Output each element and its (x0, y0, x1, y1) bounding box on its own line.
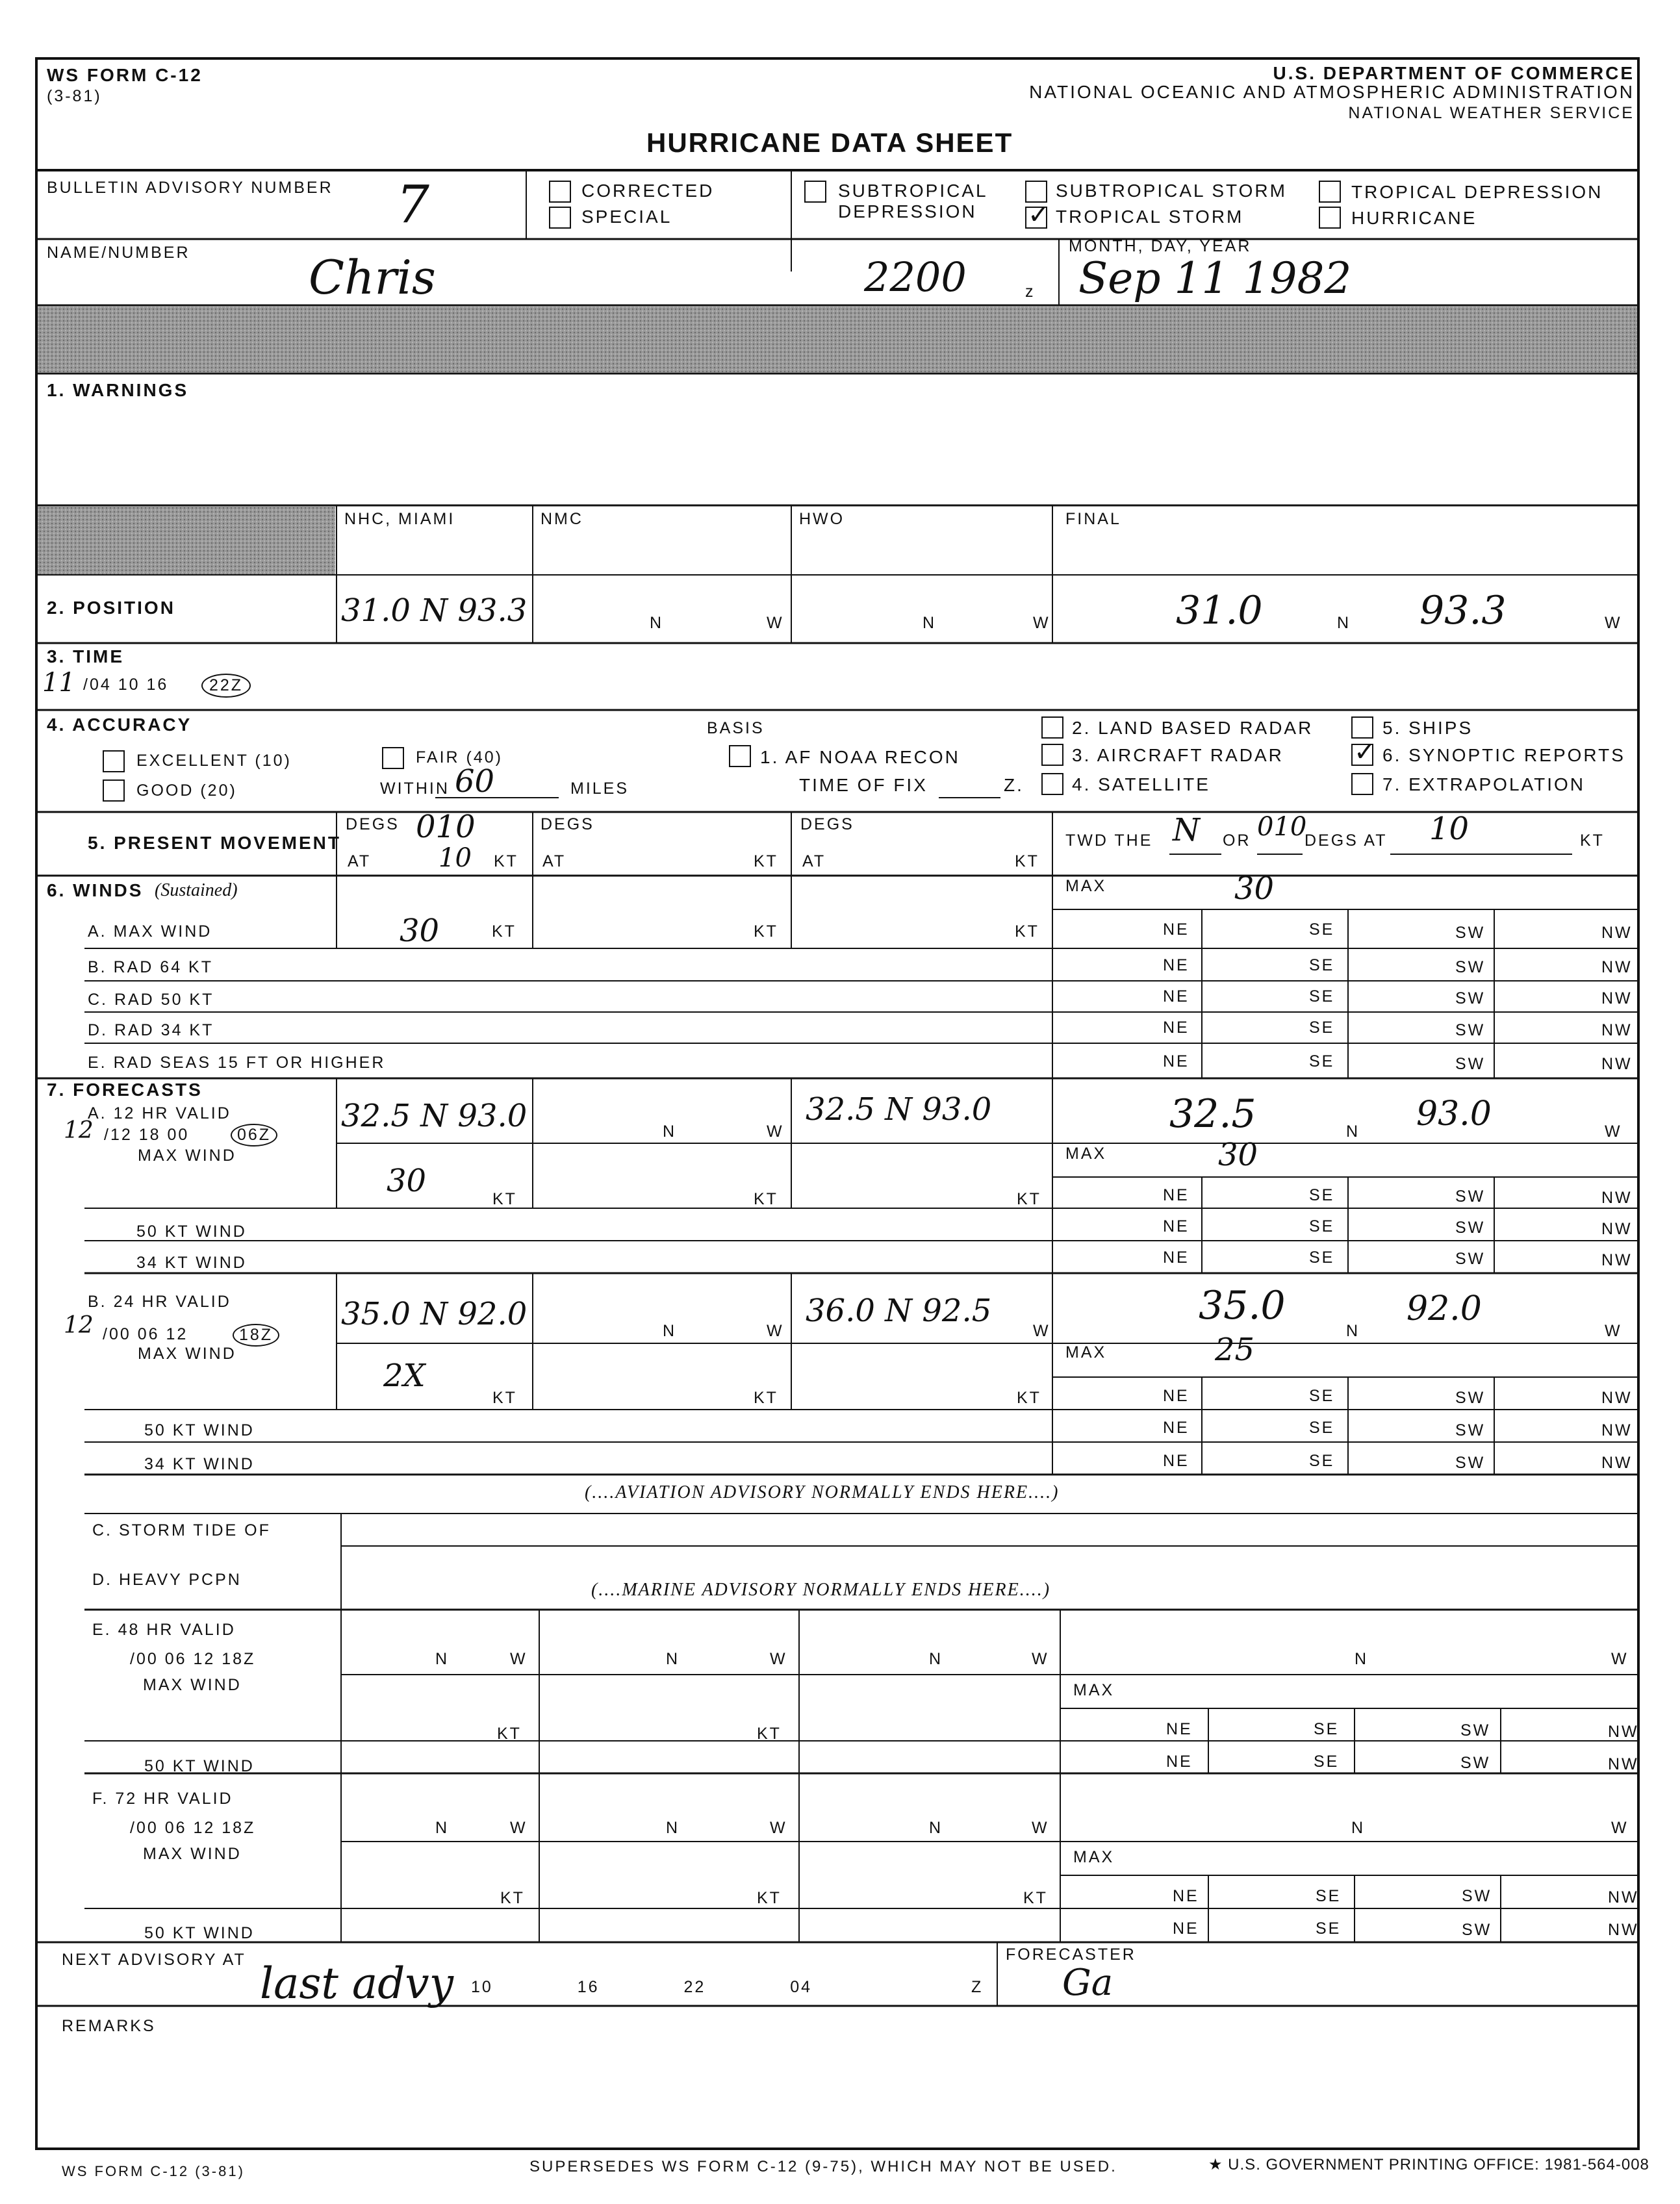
tropical-storm-label: TROPICAL STORM (1056, 207, 1244, 227)
footer-supersedes: SUPERSEDES WS FORM C-12 (9-75), WHICH MAY NOT BE USED. (529, 2158, 1117, 2175)
forecasts-label: 7. FORECASTS (47, 1080, 203, 1100)
fc-a-maxwind-label: MAX WIND (138, 1146, 236, 1165)
forecaster-signature: Ga (1062, 1962, 1114, 2004)
noaa-line: NATIONAL OCEANIC AND ATMOSPHERIC ADMINISTRATION (1029, 82, 1635, 102)
winds-sustained: (Sustained) (155, 880, 238, 900)
movement-dir[interactable]: N (1173, 812, 1200, 848)
fc-a-50kt-label: 50 KT WIND (136, 1222, 247, 1241)
miles-label: MILES (570, 779, 630, 798)
fc-a-nhc-position[interactable]: 32.5 N 93.0 (341, 1098, 528, 1134)
fc-b-hwo-position[interactable]: 36.0 N 92.5 (806, 1293, 992, 1329)
special-checkbox[interactable] (549, 207, 571, 229)
hwo-n: N (923, 614, 937, 632)
fc-e-maxwind-label: MAX WIND (143, 1676, 242, 1694)
time-printed: /04 10 16 (83, 676, 169, 694)
aviation-note: (....AVIATION ADVISORY NORMALLY ENDS HERE....) (585, 1482, 1060, 1502)
within-value[interactable]: 60 (455, 763, 495, 800)
form-id: WS FORM C-12 (47, 65, 203, 85)
shaded-cell (38, 507, 335, 574)
max-wind-kt: KT (492, 922, 516, 941)
subtropical-storm-label: SUBTROPICAL STORM (1056, 181, 1287, 201)
corrected-checkbox[interactable] (549, 181, 571, 203)
movement-hwo-at: AT (802, 852, 826, 870)
fc-a-prefix: 12 (64, 1117, 94, 1144)
fc-a-time: /12 18 00 (104, 1126, 190, 1144)
basis-6-label: 6. SYNOPTIC REPORTS (1382, 745, 1625, 765)
fc-b-max-label: MAX (1065, 1343, 1107, 1362)
nmc-w: W (767, 614, 784, 632)
basis-6-checkbox[interactable] (1351, 744, 1373, 766)
winds-max-label: MAX (1065, 877, 1107, 895)
fair-checkbox[interactable] (382, 747, 404, 769)
movement-nhc-kt: KT (494, 852, 518, 870)
department: U.S. DEPARTMENT OF COMMERCE (1273, 63, 1635, 83)
movement-nhc-at: AT (348, 852, 372, 870)
excellent-label: EXCELLENT (10) (136, 752, 292, 770)
footer-form-id: WS FORM C-12 (3-81) (62, 2163, 245, 2179)
basis-3-label: 3. AIRCRAFT RADAR (1072, 745, 1284, 765)
fc-b-time: /00 06 12 (103, 1325, 188, 1343)
col-final: FINAL (1065, 510, 1121, 528)
name-number-label: NAME/NUMBER (47, 244, 190, 262)
movement-nmc-degs-label: DEGS (541, 815, 594, 833)
storm-tide-label: C. STORM TIDE OF (92, 1521, 271, 1539)
movement-nmc-at: AT (542, 852, 566, 870)
fc-a-final-lat[interactable]: 32.5 (1169, 1091, 1256, 1137)
advisory-time-value[interactable]: 2200 (864, 253, 967, 301)
excellent-checkbox[interactable] (103, 750, 125, 772)
fc-e-time: /00 06 12 18Z (130, 1650, 256, 1668)
hwo-w: W (1033, 614, 1050, 632)
basis-1-checkbox[interactable] (729, 745, 751, 767)
final-w: W (1605, 614, 1622, 632)
storm-name-value[interactable]: Chris (309, 250, 436, 305)
time-of-fix-z: Z. (1004, 775, 1024, 795)
movement-hwo-degs-label: DEGS (800, 815, 854, 833)
fc-b-final-lat[interactable]: 35.0 (1199, 1283, 1286, 1328)
position-final-lat[interactable]: 31.0 (1176, 588, 1263, 633)
movement-final-degs[interactable]: 010 (1257, 812, 1307, 842)
marine-note: (....MARINE ADVISORY NORMALLY ENDS HERE....) (591, 1580, 1051, 1600)
fc-b-nhc-position[interactable]: 35.0 N 92.0 (341, 1296, 528, 1332)
max-wind-hwo-kt: KT (1015, 922, 1039, 941)
basis-label: BASIS (707, 719, 765, 737)
fc-b-prefix: 12 (64, 1312, 94, 1339)
fc-b-label: B. 24 HR VALID (88, 1293, 231, 1311)
accuracy-label: 4. ACCURACY (47, 715, 192, 735)
rad64-label: B. RAD 64 KT (88, 958, 213, 976)
basis-5-checkbox[interactable] (1351, 716, 1373, 739)
corrected-label: CORRECTED (581, 181, 715, 201)
movement-label: 5. PRESENT MOVEMENT (88, 833, 341, 853)
form-revision: (3-81) (47, 87, 102, 105)
max-wind-value[interactable]: 30 (400, 913, 440, 949)
warnings-label: 1. WARNINGS (47, 380, 189, 400)
basis-2-checkbox[interactable] (1041, 716, 1063, 739)
radseas-label: E. RAD SEAS 15 FT OR HIGHER (88, 1054, 386, 1072)
max-wind-label: A. MAX WIND (88, 922, 212, 941)
fc-a-34kt-label: 34 KT WIND (136, 1254, 247, 1272)
good-checkbox[interactable] (103, 779, 125, 802)
time-of-fix-label: TIME OF FIX (799, 775, 928, 795)
advisory-number-value[interactable]: 7 (396, 174, 429, 234)
basis-4-label: 4. SATELLITE (1072, 774, 1210, 794)
basis-5-label: 5. SHIPS (1382, 718, 1473, 738)
fc-f-maxwind-label: MAX WIND (143, 1845, 242, 1863)
movement-final-kt-value[interactable]: 10 (1429, 811, 1470, 847)
page-title: HURRICANE DATA SHEET (646, 127, 1013, 158)
fc-f-time: /00 06 12 18Z (130, 1819, 256, 1837)
time-circled[interactable]: 22Z (201, 674, 251, 698)
basis-4-checkbox[interactable] (1041, 773, 1063, 795)
basis-2-label: 2. LAND BASED RADAR (1072, 718, 1314, 738)
or-label: OR (1223, 831, 1251, 850)
next-advisory-handwritten[interactable]: last advy (260, 1958, 453, 2008)
subtropical-depression-label-2: DEPRESSION (838, 201, 977, 222)
date-label: MONTH, DAY, YEAR (1069, 237, 1252, 255)
position-final-lon[interactable]: 93.3 (1419, 588, 1507, 633)
winds-max-value[interactable]: 30 (1234, 870, 1275, 907)
forecaster-label: FORECASTER (1006, 1945, 1136, 1964)
hurricane-label: HURRICANE (1351, 208, 1477, 228)
subtropical-storm-checkbox[interactable] (1025, 181, 1047, 203)
max-wind-nmc-kt: KT (754, 922, 778, 941)
footer-printing-office: ★ U.S. GOVERNMENT PRINTING OFFICE: 1981-564-008 (1208, 2156, 1649, 2173)
special-label: SPECIAL (581, 207, 672, 227)
basis-7-checkbox[interactable] (1351, 773, 1373, 795)
final-n: N (1337, 614, 1351, 632)
degs-at-label: DEGS AT (1305, 831, 1388, 850)
twd-the-label: TWD THE (1065, 831, 1153, 850)
fc-f-label: F. 72 HR VALID (92, 1790, 233, 1808)
movement-nhc-degs[interactable]: 010 (416, 809, 476, 845)
fc-b-50kt-label: 50 KT WIND (144, 1421, 255, 1439)
col-nhc-miami: NHC, MIAMI (344, 510, 455, 528)
fc-a-max-value[interactable]: 30 (1218, 1137, 1258, 1173)
time-label: 3. TIME (47, 646, 125, 666)
fc-b-maxwind-label: MAX WIND (138, 1345, 236, 1363)
movement-nmc-kt: KT (754, 852, 778, 870)
movement-final-kt: KT (1580, 831, 1605, 850)
date-value[interactable]: Sep 11 1982 (1078, 253, 1352, 303)
time-zone-z: z (1025, 283, 1036, 301)
col-nmc: NMC (541, 510, 583, 528)
tropical-depression-label: TROPICAL DEPRESSION (1351, 182, 1603, 202)
winds-label: 6. WINDS (47, 880, 144, 900)
fc-a-max-label: MAX (1065, 1145, 1107, 1163)
basis-1-label: 1. AF NOAA RECON (760, 747, 960, 767)
fc-f-50kt-label: 50 KT WIND (144, 1924, 255, 1942)
time-prefix: 11 (42, 668, 75, 698)
fc-e-50kt-label: 50 KT WIND (144, 1757, 255, 1775)
next-advisory-z: Z (971, 1978, 984, 1996)
fc-b-final-lon[interactable]: 92.0 (1406, 1289, 1482, 1328)
shaded-band (38, 307, 1637, 372)
movement-nhc-kt-value[interactable]: 10 (439, 843, 472, 873)
fc-a-hwo-position[interactable]: 32.5 N 93.0 (806, 1091, 992, 1128)
fc-a-circled[interactable]: 06Z (231, 1124, 277, 1146)
fc-a-wind-value[interactable]: 30 (387, 1163, 427, 1199)
position-label: 2. POSITION (47, 598, 175, 618)
next-advisory-label: NEXT ADVISORY AT (62, 1951, 246, 1969)
position-nhc-value[interactable]: 31.0 N 93.3 (341, 592, 528, 629)
fc-b-wind-value[interactable]: 2X (383, 1358, 426, 1394)
fc-b-max-value[interactable]: 25 (1215, 1332, 1255, 1368)
within-label: WITHIN (380, 779, 450, 798)
col-hwo: HWO (799, 510, 845, 528)
movement-nhc-degs-label: DEGS (346, 815, 400, 833)
advisory-number-label: BULLETIN ADVISORY NUMBER (47, 179, 333, 197)
fc-a-final-lon[interactable]: 93.0 (1416, 1095, 1492, 1134)
fair-label: FAIR (40) (416, 748, 503, 766)
heavy-pcpn-label: D. HEAVY PCPN (92, 1571, 242, 1589)
hurricane-checkbox[interactable] (1319, 207, 1341, 229)
good-label: GOOD (20) (136, 781, 237, 800)
fc-e-label: E. 48 HR VALID (92, 1621, 236, 1639)
rad50-label: C. RAD 50 KT (88, 991, 214, 1009)
nws-line: NATIONAL WEATHER SERVICE (1348, 104, 1635, 122)
subtropical-depression-checkbox[interactable] (804, 181, 826, 203)
tropical-storm-checkbox[interactable] (1025, 207, 1047, 229)
fc-b-circled[interactable]: 18Z (233, 1324, 279, 1347)
next-advisory-printed: 10 16 22 04 (471, 1978, 813, 1996)
movement-hwo-kt: KT (1015, 852, 1039, 870)
subtropical-depression-label-1: SUBTROPICAL (838, 181, 988, 201)
tropical-depression-checkbox[interactable] (1319, 181, 1341, 203)
basis-7-label: 7. EXTRAPOLATION (1382, 774, 1585, 794)
nmc-n: N (650, 614, 664, 632)
fc-b-34kt-label: 34 KT WIND (144, 1455, 255, 1473)
basis-3-checkbox[interactable] (1041, 744, 1063, 766)
fc-a-label: A. 12 HR VALID (88, 1104, 231, 1122)
remarks-label: REMARKS (62, 2017, 156, 2035)
rad34-label: D. RAD 34 KT (88, 1021, 214, 1039)
